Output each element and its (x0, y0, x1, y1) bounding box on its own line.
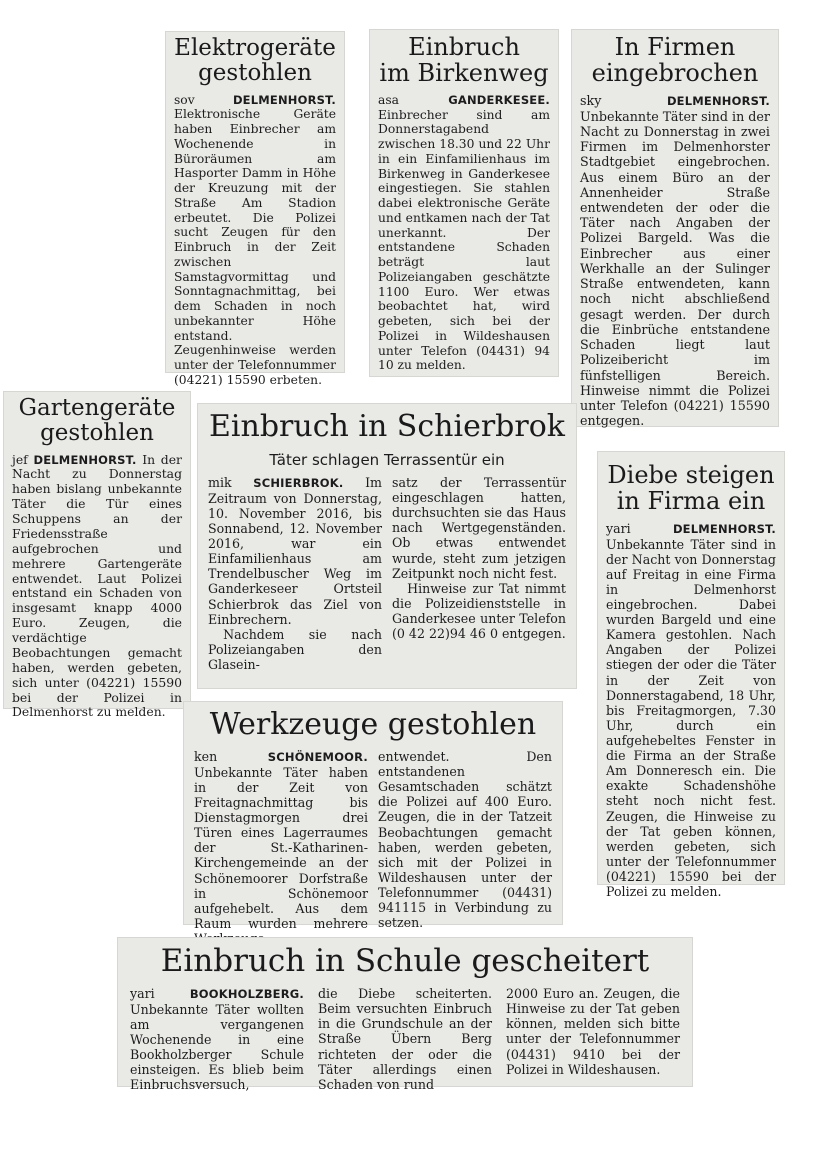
body-paragraph: Hinweise zur Tat nimmt die Polizeidienststelle in Ganderkesee unter Telefon (0 42 22)94 46 0 entgegen. (392, 580, 566, 642)
body-text: Einbrecher sind am Donnerstagabend zwischen 18.30 und 22 Uhr in ein Einfamilienhaus im Birkenweg in Ganderkesee eingestiegen. Sie stahlen dabei elektronische Geräte und entkamen nach der Tat unerkannt. Der entstandene Schaden beträgt laut Polizeiangaben geschätzte 1100 Euro. Wer etwas beobachtet hat, wird gebeten, sich bei der Polizei in Wildeshausen unter Telefon (04431) 94 10 zu melden. (378, 107, 550, 373)
author-tag: yari (606, 520, 631, 536)
body-text: Im Zeitraum von Donnerstag, 10. November 2016, bis Sonnabend, 12. November 2016, war ein Einfamilienhaus am Trendelbuscher Weg im Ganderkeseer Ortsteil Schierbrok das Ziel von Einbrechern. (208, 475, 382, 627)
author-tag: mik (208, 475, 232, 490)
location-tag: DELMENHORST. (672, 521, 776, 536)
article-body (12, 453, 182, 721)
article-firmen (572, 30, 778, 429)
body-text: Unbekannte Täter haben in der Zeit von Freitagnachmittag bis Dienstagmorgen drei Türen eines Lagerraumes der St.-Katharinen-Kirchengemeinde an der Schönemoorer Dorfstraße in Schönemoor aufgehebelt. Aus dem Raum wurden mehrere (194, 764, 368, 931)
author-tag: sky (580, 92, 602, 108)
article-column-2 (318, 986, 492, 1092)
article-body (194, 749, 368, 946)
article-column-1 (194, 749, 368, 946)
article-headline: Elektrogeräte gestohlen (174, 35, 336, 87)
location-tag: DELMENHORST. (666, 93, 770, 108)
article-gartengeraete (4, 392, 190, 720)
article-headline: Gartengeräte gestohlen (18, 395, 176, 447)
article-body (378, 93, 550, 373)
location-tag: GANDERKESEE. (448, 92, 550, 107)
article-elektrogeraete (166, 32, 344, 387)
body-paragraph: die Diebe scheiterten. Beim versuchten Einbruch in die Grundschule an der Straße Übern Berg richteten der oder die Täter allerdings einen Schaden von rund (318, 986, 492, 1092)
location-tag: BOOKHOLZBERG. (189, 987, 304, 1002)
author-tag: jef (12, 451, 28, 467)
location-tag: DELMENHORST. (33, 452, 137, 467)
body-text: Unbekannte Täter wollten am vergangenen Wochenende in eine Bookholzberger Schule einsteigen. Es blieb beim Einbruchsversuch, (130, 1001, 304, 1093)
article-body (580, 93, 770, 429)
body-paragraph: satz der Terrassentür eingeschlagen hatten, durchsuchten sie das Haus nach Wertgegenständen. Ob etwas entwendet wurde, steht zum jetzigen Zeitpunkt noch nicht fest. (392, 475, 566, 581)
article-subheadline: Täter schlagen Terrassentür ein (269, 451, 505, 469)
article-werkzeuge (184, 702, 562, 931)
body-text: Elektronische Geräte haben Einbrecher am Wochenende in Büroräumen am Hasporter Damm in Höhe der Kreuzung mit der Straße Am Stadion erbeutet. Die Polizei sucht Zeugen für den Einbruch in der Zeit zwischen Samstagvormittag und Sonntagnachmittag, bei dem Schaden in noch unbekannter Höhe entstand. Zeugenhinweise werden unter der Telefonnummer (04221) 15590 erbeten. (174, 107, 336, 387)
article-body (130, 986, 304, 1092)
article-body (174, 93, 336, 388)
article-columns (194, 749, 552, 946)
article-birkenweg (370, 30, 558, 376)
author-tag: asa (378, 92, 399, 107)
location-tag: DELMENHORST. (232, 92, 336, 107)
body-paragraph: entwendet. Den entstandenen Gesamtschaden schätzt die Polizei auf 400 Euro. Zeugen, die in der Tatzeit Beobachtungen gemacht haben, werden gebeten, sich mit der Polizei in Wildeshausen unter der Telefonnummer (04431) 941115 in Verbindung zu setzen. (378, 749, 552, 931)
article-diebe (598, 452, 784, 900)
body-text: Unbekannte Täter sind in der Nacht von Donnerstag auf Freitag in eine Firma in Delmenhorst eingebrochen. Dabei wurden Bargeld und eine Kamera gestohlen. Nach Angaben der Polizei stiegen der oder die Täter in der Zeit von Donnerstagabend, 18 Uhr, bis Freitagmorgen, 7.30 Uhr, durch ein aufgehebeltes Fenster in die Firma an der Straße Am Donneresch ein. Die exakte Schadenshöhe steht noch nicht fest. Zeugen, die Hinweise zu der Tat geben können, werden gebeten, sich unter der Telefonnummer (04221) 15590 bei der Polizei zu melden. (606, 536, 776, 900)
article-headline: Diebe steigen in Firma ein (607, 461, 775, 516)
article-column-2 (392, 475, 566, 672)
location-tag: SCHÖNEMOOR. (267, 750, 368, 764)
body-paragraph: 2000 Euro an. Zeugen, die Hinweise zu der Tat geben können, melden sich bitte unter der Telefonnummer (04431) 9410 bei der Polizei in Wildeshausen. (506, 986, 680, 1077)
author-tag: ken (194, 749, 218, 764)
article-headline: Einbruch in Schierbrok (209, 409, 565, 444)
article-columns (208, 475, 566, 672)
article-headline: Einbruch im Birkenweg (379, 33, 549, 88)
article-headline: In Firmen eingebrochen (591, 33, 759, 88)
author-tag: sov (174, 92, 195, 107)
article-column-1 (208, 475, 382, 672)
article-columns (130, 986, 680, 1092)
body-text: In der Nacht zu Donnerstag haben bislang unbekannte Täter die Tür eines Schuppens an der Friedensstraße aufgebrochen und mehrere Gartengeräte entwendet. Laut Polizei entstand ein Schaden von insgesamt knapp 4000 Euro. Zeugen, die verdächtige Beobachtungen gemacht haben, werden gebeten, sich unter (04221) 15590 bei der Polizei in Delmenhorst zu melden. (12, 451, 182, 720)
article-column-3 (506, 986, 680, 1092)
article-schule (118, 938, 692, 1093)
author-tag: yari (130, 986, 155, 1002)
article-column-1 (130, 986, 304, 1092)
article-schierbrok (198, 404, 576, 688)
article-headline: Werkzeuge gestohlen (209, 707, 537, 742)
article-body (208, 475, 382, 627)
body-text: Unbekannte Täter sind in der Nacht zu Donnerstag in zwei Firmen im Delmenhorster Stadtgebiet eingebrochen. Aus einem Büro an der Annenheider Straße entwendeten der oder die Täter nach Angaben der Polizei Bargeld. Was die Einbrecher aus einer Werkhalle an der Sulinger Straße entwendeten, kann noch nicht abschließend gesagt werden. Der durch die Einbrüche entstandene Schaden liegt laut Polizeibericht im fünfstelligen Bereich. Hinweise nimmt die Polizei unter Telefon (04221) 15590 entgegen. (580, 108, 770, 429)
body-paragraph: Nachdem sie nach Polizeiangaben den Glasein- (208, 626, 382, 672)
location-tag: SCHIERBROK. (253, 476, 344, 490)
article-body (606, 521, 776, 899)
article-headline: Einbruch in Schule gescheitert (160, 943, 650, 979)
article-column-2 (378, 749, 552, 946)
